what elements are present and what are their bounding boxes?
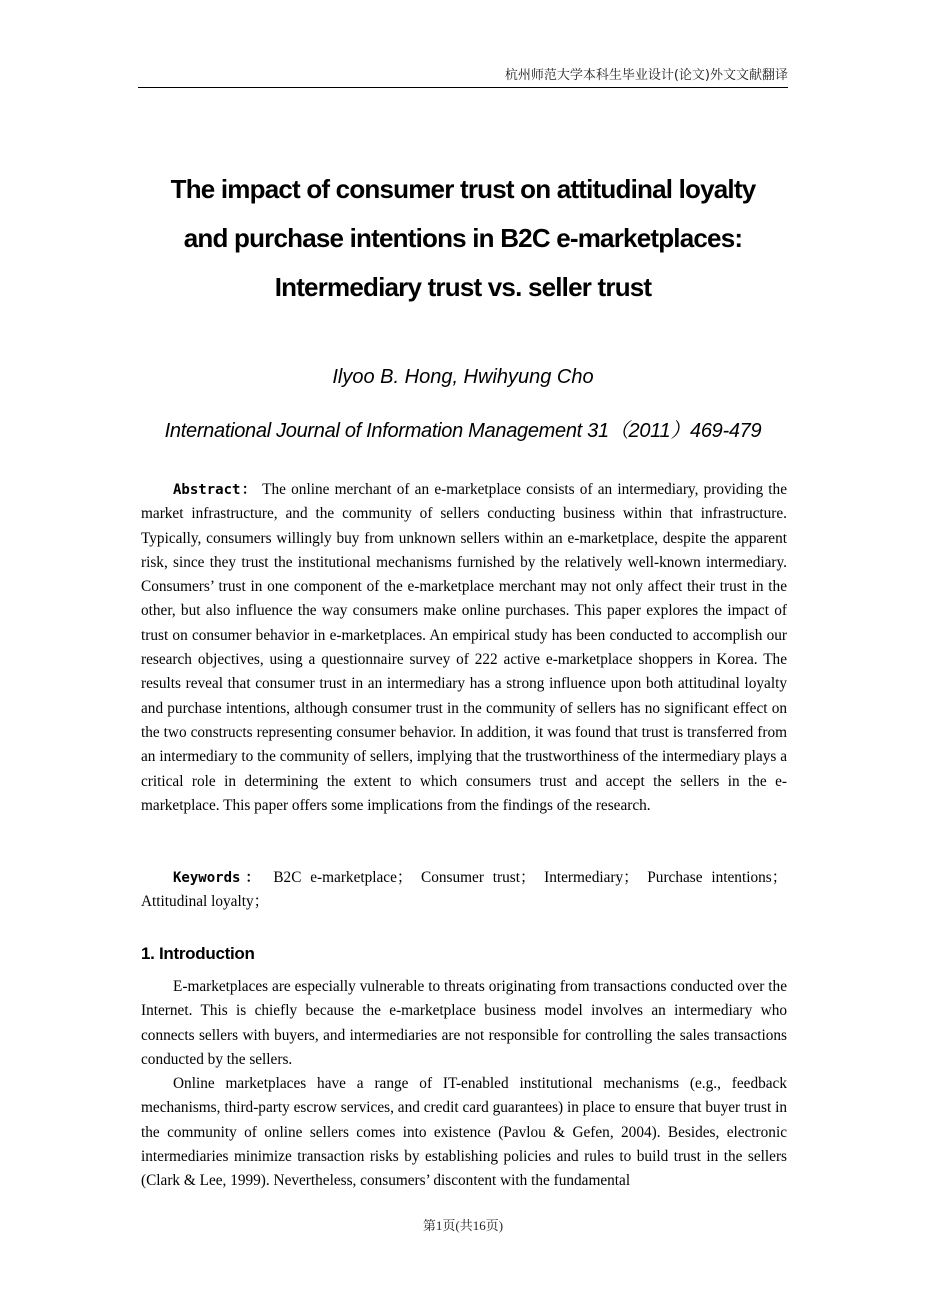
abstract-text: The online merchant of an e-marketplace consists of an intermediary, providing the market infrastructure, and the community of sellers conducting business within that infrastructure. Typically, consumers willingly buy from unknown sellers within an e-marketplace, despite the apparent risk, since they trust the institutional mechanisms furnished by the relatively well-known intermediary. Consumers’ trust in one component of the e-marketplace merchant may not only affect their trust in the other, but also influence the way consumers make online purchases. This paper explores the impact of trust on consumer behavior in e-marketplaces. An empirical study has been conducted to accomplish our research objectives, using a questionnaire survey of 222 active e-marketplace shoppers in Korea. The results reveal that consumer trust in an intermediary has a strong influence upon both attitudinal loyalty and purchase intentions, although consumer trust in the community of sellers has no significant effect on the two constructs representing consumer behavior. In addition, it was found that trust is transferred from an intermediary to the community of sellers, implying that the trustworthiness of the intermediary plays a critical role in determining the extent to which consumers trust and accept the sellers in the e-marketplace. This paper offers some implications from the findings of the research. [141, 481, 787, 814]
journal-citation: International Journal of Information Management 31（2011）469-479 [164, 420, 762, 442]
keywords-label: Keywords： [173, 870, 265, 886]
page-number-footer: 第1页(共16页) [422, 1218, 504, 1233]
abstract-label: Abstract： [173, 482, 258, 498]
authors: Ilyoo B. Hong, Hwihyung Cho [332, 366, 594, 388]
paper-title-line-2: and purchase intentions in B2C e-marketplaces: [183, 223, 743, 253]
paper-title-line-3: Intermediary trust vs. seller trust [274, 272, 652, 302]
keywords [141, 866, 787, 915]
running-header-title: 杭州师范大学本科生毕业设计(论文)外文文献翻译 [504, 68, 788, 83]
section-heading-introduction: 1. Introduction [141, 944, 255, 963]
paper-title [100, 165, 826, 312]
running-header [138, 64, 788, 88]
introduction-paragraph-2: Online marketplaces have a range of IT-enabled institutional mechanisms (e.g., feedback mechanisms, third-party escrow services, and credit card guarantees) in place to ensure that buyer trust in the community of online sellers comes into existence (Pavlou & Gefen, 2004). Besides, electronic intermediaries minimize transaction risks by establishing policies and rules to build trust in the sellers (Clark & Lee, 1999). Nevertheless, consumers’ discontent with the fundamental [141, 1075, 787, 1190]
introduction-body [141, 975, 787, 1194]
introduction-paragraph-1: E-marketplaces are especially vulnerable to threats originating from transactions conducted over the Internet. This is chiefly because the e-marketplace business model involves an intermediary who connects sellers with buyers, and intermediaries are not responsible for controlling the sales transactions conducted by the sellers. [141, 978, 787, 1068]
abstract [141, 478, 787, 818]
keywords-text: B2C e-marketplace； Consumer trust； Intermediary； Purchase intentions； Attitudinal loyalty； [141, 869, 787, 911]
paper-title-line-1: The impact of consumer trust on attitudinal loyalty [170, 174, 756, 204]
